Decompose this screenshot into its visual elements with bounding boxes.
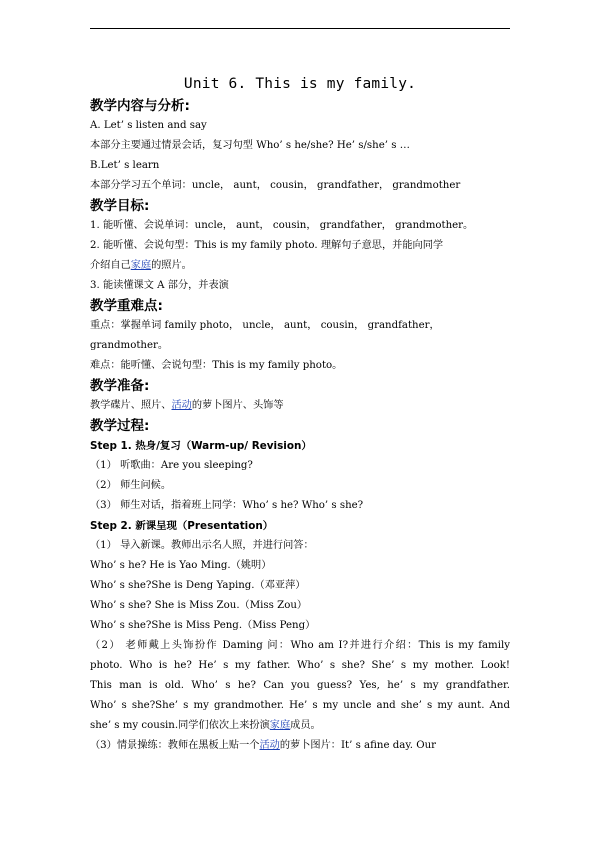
goal-1: 1. 能听懂、会说单词：uncle， aunt， cousin， grandfather， grandmother。 [90, 220, 474, 231]
content-heading: 教学内容与分析: [90, 98, 190, 114]
step-1-item-1: （1） 听歌曲：Are you sleeping? [90, 460, 253, 471]
prep-heading: 教学准备: [90, 378, 150, 394]
activity-link[interactable]: 活动 [171, 400, 192, 411]
goal-2-cont [90, 256, 510, 276]
step-2-item-2-line-4: Who’ s she?She’ s my grandmother. He’ s my uncle and she’ s my aunt. And [90, 700, 510, 711]
step-2-item-2-line-3: This man is old. Who’ s he? Can you guess? Yes, he’ s my grandfather. [90, 680, 510, 691]
step-2-item-3-pre: （3）情景操练：教师在黑板上贴一个 [90, 740, 260, 751]
step-2-item-2-line-2: photo. Who is he? He’ s my father. Who’ s she? She’ s my mother. Look! [90, 660, 510, 671]
step-2-item-1: （1） 导入新课。教师出示名人照，并进行问答： [90, 540, 314, 551]
step-2-item-3-post: 的萝卜图片：It’ s afine day. Our [279, 740, 436, 751]
difficult-point: 难点：能听懂、会说句型：This is my family photo。 [90, 360, 343, 371]
line-5-post: 成员。 [290, 720, 321, 731]
key-heading: 教学重难点: [90, 298, 163, 314]
goal-3: 3. 能读懂课文 A 部分，并表演 [90, 280, 229, 291]
process-heading: 教学过程: [90, 418, 150, 434]
step-2-item-2-line-5 [90, 716, 510, 736]
content-a: A. Let’ s listen and say [90, 120, 207, 131]
activity-link-2[interactable]: 活动 [259, 740, 280, 751]
goal-2-cont-post: 的照片。 [151, 260, 192, 271]
step-1-item-3: （3） 师生对话，指着班上同学：Who’ s he? Who’ s she? [90, 500, 364, 511]
prep-post: 的萝卜图片、头饰等 [191, 400, 284, 411]
prep-line [90, 396, 510, 416]
document-page [90, 74, 510, 756]
step-2-item-2-line-1: （2） 老师戴上头饰扮作 Daming 问：Who am I?并进行介绍：This is my family [90, 640, 510, 651]
content-a-desc: 本部分主要通过情景会话，复习句型 Who’ s he/she? He’ s/she’ s … [90, 140, 410, 151]
header-rule [90, 28, 510, 29]
prep-pre: 教学碟片、照片、 [90, 400, 172, 411]
step-2-item-3 [90, 736, 510, 756]
line-5-pre: she’ s my cousin.同学们依次上来扮演 [90, 720, 270, 731]
family-link-2[interactable]: 家庭 [269, 720, 291, 731]
qa-line-4: Who’ s she?She is Miss Peng.（Miss Peng） [90, 620, 316, 631]
family-link[interactable]: 家庭 [130, 260, 152, 271]
qa-line-1: Who’ s he? He is Yao Ming.（姚明） [90, 560, 272, 571]
key-point: 重点：掌握单词 family photo， uncle， aunt， cousin， grandfather， [90, 320, 440, 331]
qa-line-3: Who’ s she? She is Miss Zou.（Miss Zou） [90, 600, 308, 611]
step-2: Step 2. 新课呈现（Presentation） [90, 520, 274, 532]
key-point-cont: grandmother。 [90, 340, 169, 351]
content-b: B.Let’ s learn [90, 160, 160, 171]
step-1: Step 1. 热身/复习（Warm-up/ Revision） [90, 440, 312, 452]
qa-line-2: Who’ s she?She is Deng Yaping.（邓亚萍） [90, 580, 306, 591]
goals-heading: 教学目标: [90, 198, 150, 214]
content-b-desc: 本部分学习五个单词：uncle， aunt， cousin， grandfather， grandmother [90, 180, 461, 191]
step-1-item-2: （2） 师生问候。 [90, 480, 172, 491]
goal-2-cont-pre: 介绍自己 [90, 260, 131, 271]
goal-2: 2. 能听懂、会说句型：This is my family photo. 理解句子意思，并能向同学 [90, 240, 444, 251]
page-title: Unit 6. This is my family. [183, 76, 417, 92]
